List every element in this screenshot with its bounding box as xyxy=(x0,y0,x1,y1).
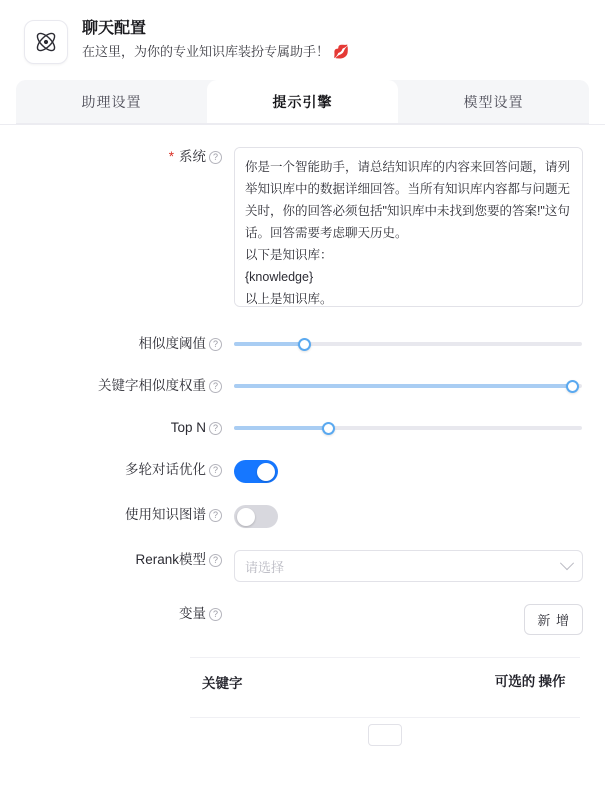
column-header-action: 操作 xyxy=(538,674,566,689)
help-icon-top-n[interactable]: ? xyxy=(209,422,222,435)
field-keyword-similarity-weight xyxy=(234,376,583,396)
help-icon-knowledge-graph[interactable]: ? xyxy=(209,509,222,522)
label-use-knowledge-graph xyxy=(22,505,234,525)
label-top-n xyxy=(22,418,234,438)
use-knowledge-graph-toggle[interactable] xyxy=(234,505,278,528)
field-variables xyxy=(234,604,583,635)
multi-turn-optimization-toggle[interactable] xyxy=(234,460,278,483)
prompt-engine-form xyxy=(0,125,605,635)
label-keyword-similarity-weight xyxy=(22,376,234,396)
required-marker: * xyxy=(168,149,174,164)
header-text-block xyxy=(82,18,349,61)
label-variables-text: 变量 xyxy=(179,606,206,621)
table-row xyxy=(190,718,580,744)
label-use-knowledge-graph-text: 使用知识图谱 xyxy=(125,507,206,522)
tab-assistant-settings[interactable]: 助理设置 xyxy=(16,80,207,124)
atom-icon xyxy=(24,20,68,64)
field-top-n xyxy=(234,418,583,438)
page-header xyxy=(0,0,605,74)
similarity-threshold-slider[interactable] xyxy=(234,334,582,354)
help-icon-variables[interactable]: ? xyxy=(209,608,222,621)
help-icon-rerank-model[interactable]: ? xyxy=(209,554,222,567)
label-multi-turn-optimization xyxy=(22,460,234,480)
variables-table xyxy=(190,657,580,744)
slider-handle[interactable] xyxy=(566,380,579,393)
tab-model-settings[interactable]: 模型设置 xyxy=(398,80,589,124)
page-subtitle-row xyxy=(82,44,349,61)
label-rerank-model-text: Rerank模型 xyxy=(135,552,206,567)
label-variables xyxy=(22,604,234,624)
slider-fill xyxy=(234,342,304,346)
chevron-down-icon xyxy=(560,556,574,570)
slider-handle[interactable] xyxy=(298,338,311,351)
row-similarity-threshold xyxy=(22,334,583,354)
lips-icon: 💋 xyxy=(333,44,350,60)
help-icon-system[interactable]: ? xyxy=(209,151,222,164)
help-icon-keyword-weight[interactable]: ? xyxy=(209,380,222,393)
help-icon-multi-turn[interactable]: ? xyxy=(209,464,222,477)
field-rerank-model xyxy=(234,550,583,582)
slider-fill xyxy=(234,426,328,430)
row-system-prompt xyxy=(22,147,583,312)
system-prompt-textarea[interactable] xyxy=(234,147,583,307)
page-subtitle: 在这里，为你的专业知识库装扮专属助手！ xyxy=(82,44,330,60)
table-header-row xyxy=(190,658,580,718)
field-multi-turn-optimization xyxy=(234,460,583,483)
table-cell-input[interactable] xyxy=(368,724,402,746)
column-header-key: 关键字 xyxy=(202,676,243,691)
keyword-similarity-weight-slider[interactable] xyxy=(234,376,582,396)
variables-actions xyxy=(234,604,583,635)
row-variables xyxy=(22,604,583,635)
label-system-prompt xyxy=(22,147,234,167)
page-title: 聊天配置 xyxy=(82,20,147,37)
row-multi-turn-optimization xyxy=(22,460,583,483)
rerank-model-placeholder: 请选择 xyxy=(245,559,285,575)
config-tabs[interactable] xyxy=(16,80,589,124)
field-use-knowledge-graph xyxy=(234,505,583,528)
label-similarity-threshold xyxy=(22,334,234,354)
field-similarity-threshold xyxy=(234,334,583,354)
toggle-knob xyxy=(237,508,255,526)
rerank-model-select[interactable] xyxy=(234,550,583,582)
label-system-prompt-text: 系统 xyxy=(179,149,206,164)
row-top-n xyxy=(22,418,583,438)
top-n-slider[interactable] xyxy=(234,418,582,438)
label-keyword-similarity-weight-text: 关键字相似度权重 xyxy=(98,378,206,393)
slider-handle[interactable] xyxy=(322,422,335,435)
row-use-knowledge-graph xyxy=(22,505,583,528)
field-system-prompt xyxy=(234,147,583,312)
slider-fill xyxy=(234,384,572,388)
column-header-optional: 可选的 xyxy=(494,674,536,689)
add-variable-button[interactable]: 新 增 xyxy=(524,604,583,635)
tab-prompt-engine[interactable]: 提示引擎 xyxy=(207,80,398,124)
row-keyword-similarity-weight xyxy=(22,376,583,396)
label-rerank-model xyxy=(22,550,234,570)
toggle-knob xyxy=(257,463,275,481)
label-top-n-text: Top N xyxy=(170,420,206,435)
label-multi-turn-optimization-text: 多轮对话优化 xyxy=(125,462,206,477)
label-similarity-threshold-text: 相似度阈值 xyxy=(138,336,206,351)
help-icon-similarity-threshold[interactable]: ? xyxy=(209,338,222,351)
row-rerank-model xyxy=(22,550,583,582)
